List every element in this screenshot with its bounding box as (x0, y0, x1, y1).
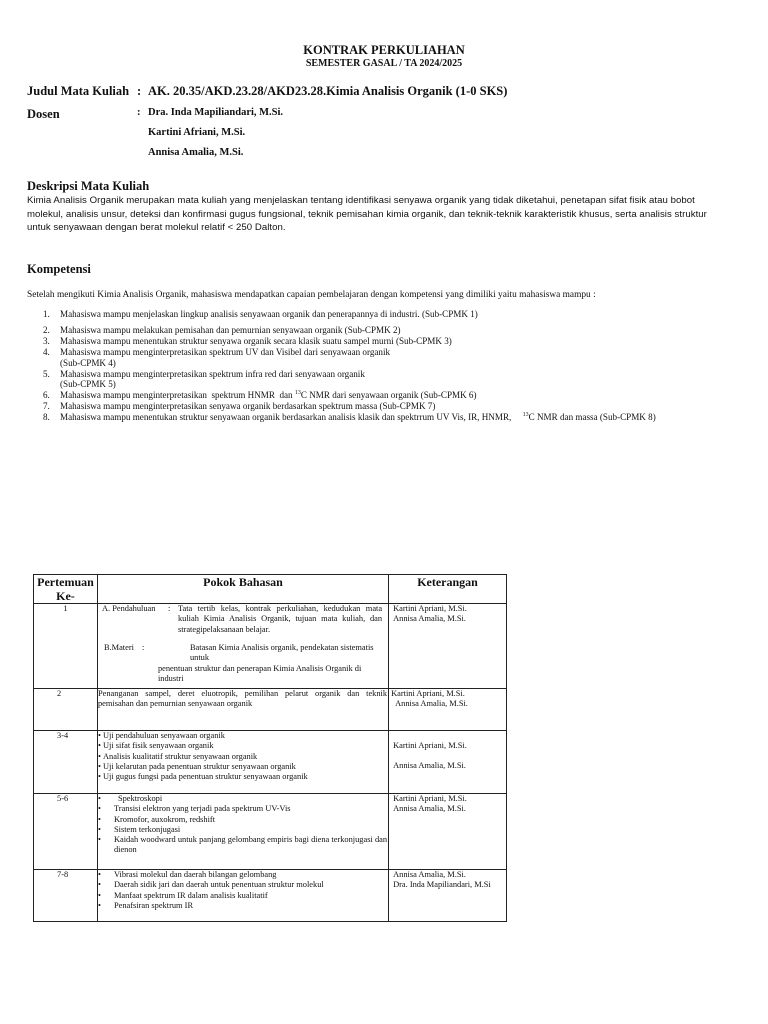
topic-item: • Transisi elektron yang terjadi pada spektrum UV-Vis (98, 804, 388, 814)
page-subtitle: SEMESTER GASAL / TA 2024/2025 (305, 58, 463, 69)
competence-item: 7. Mahasiswa mampu menginterpretasikan senyawa organik berdasarkan spektrum massa (Sub-CPMK 7) (43, 401, 436, 412)
notes-cell (389, 604, 507, 689)
competence-item: 4. Mahasiswa mampu menginterpretasikan spektrum UV dan Visibel dari senyawaan organik (43, 346, 391, 357)
competence-list (43, 309, 760, 423)
description-heading: Deskripsi Mata Kuliah (27, 179, 150, 193)
course-separator: : (137, 84, 142, 98)
competence-item: 5. Mahasiswa mampu menginterpretasikan spektrum infra red dari senyawaan organik (43, 368, 365, 379)
lecturer-note: Kartini Apriani, M.Si. (391, 689, 465, 698)
topic-item: • Uji pendahuluan senyawaan organik (98, 731, 388, 741)
topic-list (98, 870, 388, 911)
lecturer-name: Kartini Afriani, M.Si. (148, 127, 246, 138)
topic-item: • Spektroskopi (98, 794, 388, 804)
topic-section-label: B.Materi (103, 642, 134, 652)
topic-item: • Manfaat spektrum IR dalam analisis kualitatif (98, 891, 388, 901)
description-body (27, 194, 757, 235)
table-row (34, 870, 507, 922)
topic-item: • Uji gugus fungsi pada penentuan struktur senyawaan organik (98, 772, 388, 782)
notes-cell (389, 731, 507, 794)
competence-item-continued: (Sub-CPMK 5) (60, 379, 116, 390)
header-topic: Pokok Bahasan (97, 575, 388, 604)
notes-cell (389, 870, 507, 922)
course-label: Judul Mata Kuliah (27, 84, 130, 98)
lecturer-note: Kartini Apriani, M.Si. (393, 794, 467, 803)
topic-item: • Kromofor, auxokrom, redshift (98, 815, 388, 825)
topic-item: • Analisis kualitatif struktur senyawaan organik (98, 752, 388, 762)
competence-item-continued: (Sub-CPMK 4) (60, 357, 116, 368)
competence-item: 1. Mahasiswa mampu menjelaskan lingkup analisis senyawaan organik dan penerapannya di industri. (Sub-CPMK 1) (43, 309, 478, 319)
meeting-number: 3-4 (34, 731, 98, 794)
topic-item: • Vibrasi molekul dan daerah bilangan gelombang (98, 870, 388, 880)
lecturer-name: Annisa Amalia, M.Si. (148, 147, 244, 158)
notes-cell (389, 794, 507, 870)
table-header-row (34, 575, 507, 604)
topic-section-text: Tata tertib kelas, kontrak perkuliahan, kedudukan mata kuliah Kimia Analisis Organik, tujuan mata kuliah, dan strategipelaksanaan belajar. (177, 604, 383, 634)
schedule-table (33, 574, 507, 922)
topic-cell: Penanganan sampel, deret eluotropik, pemilihan pelarut organik dan teknik pemisahan dan pemurnian senyawaan organik (97, 689, 388, 731)
lecturer-note: Annisa Amalia, M.Si. (393, 761, 466, 771)
topic-item: • Sistem terkonjugasi (98, 825, 388, 835)
meeting-number: 2 (34, 689, 98, 731)
notes-cell (389, 689, 507, 731)
page-title: KONTRAK PERKULIAHAN (303, 43, 465, 57)
competence-item: 6. Mahasiswa mampu menginterpretasikan spektrum HNMR dan $^{13}$C NMR dari senyawaan organik (Sub-CPMK 6) (43, 390, 477, 401)
description-line: molekul, analisis unsur, deteksi dan konfirmasi gugus fungsional, teknik pemisahan kimia organik, dan teknik-teknik karakteristik khusus, serta analisis struktur (27, 208, 707, 220)
topic-section-separator: : (167, 604, 171, 613)
topic-list (98, 731, 388, 782)
topic-section-label: A. Pendahuluan (101, 604, 156, 613)
lecturer-name: Dra. Inda Mapiliandari, M.Si. (148, 107, 284, 118)
header-notes: Keterangan (389, 575, 507, 604)
topic-section-separator: : (141, 642, 145, 652)
topic-item: • Kaidah woodward untuk panjang gelombang empiris bagi diena terkonjugasi dan dienon (98, 835, 388, 856)
lecturer-note: Annisa Amalia, M.Si. (393, 804, 466, 814)
competence-intro: Setelah mengikuti Kimia Analisis Organik, mahasiswa mendapatkan capaian pembelajaran dengan kompetensi yang dimiliki yaitu mahasiswa mampu : (27, 290, 596, 300)
table-row (34, 794, 507, 870)
topic-list (98, 794, 388, 856)
topic-cell (97, 870, 388, 922)
meeting-number: 5-6 (34, 794, 98, 870)
lecturer-note: Annisa Amalia, M.Si. (393, 870, 466, 879)
lecturer-note: Annisa Amalia, M.Si. (395, 699, 468, 709)
topic-item: • Uji sifat fisik senyawaan organik (98, 741, 388, 751)
topic-cell (97, 731, 388, 794)
lecturer-note: Kartini Apriani, M.Si. (393, 604, 467, 613)
lecturer-note: Kartini Apriani, M.Si. (393, 741, 467, 750)
table-row (34, 689, 507, 731)
course-title: AK. 20.35/AKD.23.28/AKD23.28.Kimia Analisis Organik (1-0 SKS) (148, 84, 508, 98)
topic-cell (97, 604, 388, 689)
competence-heading: Kompetensi (27, 262, 91, 276)
lecturer-label: Dosen (27, 107, 60, 121)
lecturer-note: Dra. Inda Mapiliandari, M.Si (393, 880, 491, 890)
competence-item: 3. Mahasiswa mampu menentukan struktur senyawa organik secara klasik suatu sampel murni (Sub-CPMK 3) (43, 335, 452, 346)
header-meeting: Pertemuan Ke- (34, 575, 98, 604)
description-line: untuk senyawaan dengan berat molekul relatif < 250 Dalton. (27, 222, 286, 233)
competence-item: 2. Mahasiswa mampu melakukan pemisahan dan pemurnian senyawaan organik (Sub-CPMK 2) (43, 324, 401, 335)
table-row (34, 604, 507, 689)
topic-item: • Penafsiran spektrum IR (98, 901, 388, 911)
topic-cell (97, 794, 388, 870)
topic-item: • Uji kelarutan pada penentuan struktur senyawaan organik (98, 762, 388, 772)
topic-section-text: Batasan Kimia Analisis organik, pendekatan sistematis untuk penentuan struktur dan penerapan Kimia Analisis Organik di industri (157, 643, 374, 684)
table-row (34, 731, 507, 794)
description-line: Kimia Analisis Organik merupakan mata kuliah yang menjelaskan tentang identifikasi senyawa organik yang tidak diketahui, penetapan sifat fisik atau bobot (27, 195, 695, 206)
topic-item: • Daerah sidik jari dan daerah untuk penentuan struktur molekul (98, 880, 388, 890)
lecturer-separator: : (137, 107, 141, 118)
meeting-number: 1 (34, 604, 98, 689)
meeting-number: 7-8 (34, 870, 98, 922)
competence-item: 8. Mahasiswa mampu menentukan struktur senyawaan organik berdasarkan analisis klasik dan spektrrum UV Vis, IR, HNMR, $^{13}$C NMR dan massa (Sub-CPMK 8) (43, 412, 656, 423)
lecturer-note: Annisa Amalia, M.Si. (393, 614, 466, 624)
